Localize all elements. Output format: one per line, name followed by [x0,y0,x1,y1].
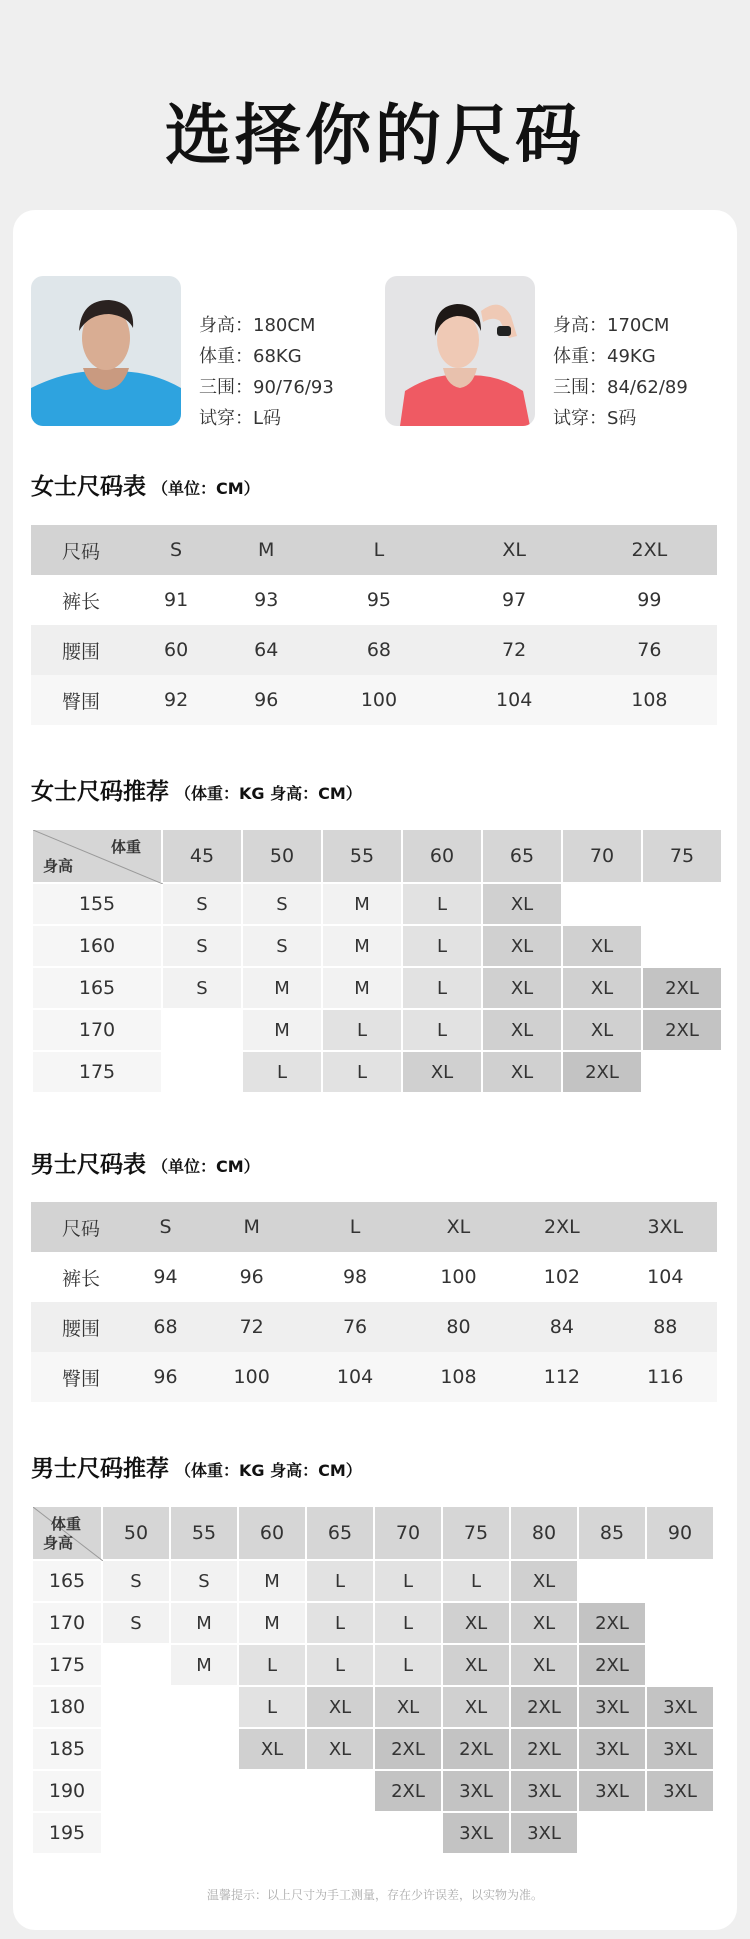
height-label: 170 [32,1602,102,1644]
size-cell: S [242,883,322,925]
size-cell [170,1770,238,1812]
size-cell: 104 [614,1252,717,1302]
size-cell [170,1812,238,1854]
size-cell: M [322,925,402,967]
table-row [31,575,717,625]
size-cell: 64 [221,625,311,675]
size-cell: 2XL [510,1202,613,1252]
size-cell: M [170,1644,238,1686]
size-cell: 97 [447,575,582,625]
female-measure: 三围：84/62/89 [553,377,688,398]
corner-cell [32,829,162,883]
female-model-info [385,276,735,429]
female-model-photo [385,276,535,426]
weight-header: 70 [374,1506,442,1560]
size-cell: L [374,1644,442,1686]
men-chart-title [31,1146,260,1179]
size-cell [162,1051,242,1093]
table-row [31,1352,717,1402]
size-cell: 3XL [510,1812,578,1854]
size-cell: L [322,1009,402,1051]
size-cell: 68 [311,625,446,675]
size-cell: XL [562,967,642,1009]
size-cell: 98 [303,1252,406,1302]
size-cell: 2XL [562,1051,642,1093]
corner-cell [32,1506,102,1560]
male-weight: 体重：68KG [199,346,302,367]
male-model-stats [199,310,399,434]
height-label: 190 [32,1770,102,1812]
size-cell: 3XL [646,1686,714,1728]
size-cell: 72 [447,625,582,675]
size-cell: S [162,967,242,1009]
male-model-info [31,276,391,429]
women-chart-title-text: 女士尺码表 [31,474,146,500]
size-cell: 3XL [614,1202,717,1252]
size-cell: 3XL [442,1770,510,1812]
size-cell: 100 [407,1252,510,1302]
height-label: 170 [32,1009,162,1051]
size-cell [170,1686,238,1728]
size-cell [170,1728,238,1770]
size-cell: 100 [200,1352,303,1402]
size-cell: L [238,1686,306,1728]
women-rec-title [31,773,362,806]
table-row [32,1560,714,1602]
weight-header-row [32,829,722,883]
weight-header: 55 [322,829,402,883]
size-cell: XL [482,925,562,967]
table-row [32,1009,722,1051]
size-cell: 72 [200,1302,303,1352]
size-cell: 95 [311,575,446,625]
page-title: 选择你的尺码 [165,97,585,174]
size-cell: 116 [614,1352,717,1402]
size-cell: XL [442,1686,510,1728]
size-cell: 68 [131,1302,200,1352]
male-model-photo [31,276,181,426]
size-cell: 2XL [578,1602,646,1644]
size-cell: 3XL [646,1728,714,1770]
size-cell: S [242,925,322,967]
table-row [32,1051,722,1093]
size-cell [646,1644,714,1686]
size-cell: 108 [407,1352,510,1402]
weight-header: 70 [562,829,642,883]
row-label: 臀围 [31,1352,131,1402]
size-cell: XL [482,1009,562,1051]
women-chart-title [31,468,260,501]
size-cell: M [322,883,402,925]
size-cell: L [442,1560,510,1602]
weight-header: 45 [162,829,242,883]
corner-weight-label: 体重 [110,838,141,856]
size-cell: L [322,1051,402,1093]
corner-height-label: 身高 [43,857,74,875]
size-cell: S [162,883,242,925]
table-row [32,1686,714,1728]
size-cell: M [322,967,402,1009]
size-cell: XL [562,1009,642,1051]
male-trial-size: 试穿：L码 [199,408,282,429]
header-row [31,525,717,575]
height-label: 180 [32,1686,102,1728]
size-cell: 99 [582,575,717,625]
size-cell: 80 [407,1302,510,1352]
female-model-stats [553,310,750,434]
women-size-table [31,525,717,725]
weight-header: 60 [402,829,482,883]
size-cell: XL [442,1644,510,1686]
weight-header: 60 [238,1506,306,1560]
size-cell: M [242,967,322,1009]
row-label: 腰围 [31,1302,131,1352]
weight-header: 65 [482,829,562,883]
corner-height-label: 身高 [43,1534,74,1552]
size-cell [642,883,722,925]
size-cell: M [221,525,311,575]
size-cell: S [131,1202,200,1252]
size-cell: 92 [131,675,221,725]
size-guide-card [13,210,737,1930]
male-measure: 三围：90/76/93 [199,377,334,398]
size-cell [562,883,642,925]
size-cell: S [170,1560,238,1602]
size-cell: 2XL [374,1770,442,1812]
size-cell [306,1770,374,1812]
size-cell [102,1770,170,1812]
size-cell: L [374,1560,442,1602]
size-cell: S [102,1560,170,1602]
table-row [32,1812,714,1854]
men-chart-unit: （单位：CM） [152,1157,260,1176]
size-cell: 2XL [510,1728,578,1770]
height-label: 165 [32,967,162,1009]
size-cell: 60 [131,625,221,675]
weight-header: 50 [102,1506,170,1560]
size-cell: L [303,1202,406,1252]
size-cell: L [402,967,482,1009]
size-cell [102,1644,170,1686]
size-cell: 2XL [642,1009,722,1051]
size-cell: M [238,1602,306,1644]
size-cell: XL [238,1728,306,1770]
table-row [32,1770,714,1812]
size-cell: M [170,1602,238,1644]
table-row [31,1302,717,1352]
size-cell: 104 [303,1352,406,1402]
size-cell: L [242,1051,322,1093]
size-cell [238,1770,306,1812]
size-cell: XL [510,1644,578,1686]
weight-header: 75 [642,829,722,883]
women-rec-table [31,828,723,1094]
size-cell: 2XL [642,967,722,1009]
size-cell: S [162,925,242,967]
weight-header: 75 [442,1506,510,1560]
size-cell: L [402,925,482,967]
size-cell: 104 [447,675,582,725]
table-row [32,1644,714,1686]
size-cell: 102 [510,1252,613,1302]
size-cell: 108 [582,675,717,725]
size-cell: XL [482,883,562,925]
size-cell: 2XL [442,1728,510,1770]
size-cell: XL [510,1602,578,1644]
weight-header: 55 [170,1506,238,1560]
size-cell: 3XL [578,1686,646,1728]
table-row [32,1728,714,1770]
size-cell: 93 [221,575,311,625]
men-rec-unit: （体重：KG 身高：CM） [175,1461,362,1480]
size-cell: 76 [582,625,717,675]
size-cell: 112 [510,1352,613,1402]
size-cell: 3XL [646,1770,714,1812]
row-label: 裤长 [31,1252,131,1302]
size-cell: L [311,525,446,575]
size-cell: 94 [131,1252,200,1302]
size-cell: 2XL [374,1728,442,1770]
size-cell: 2XL [582,525,717,575]
size-cell [646,1560,714,1602]
size-cell [162,1009,242,1051]
header-row [31,1202,717,1252]
men-rec-title [31,1450,362,1483]
row-label: 尺码 [31,525,131,575]
size-cell: 96 [200,1252,303,1302]
row-label: 尺码 [31,1202,131,1252]
size-cell: L [374,1602,442,1644]
size-cell: 76 [303,1302,406,1352]
row-label: 裤长 [31,575,131,625]
height-label: 195 [32,1812,102,1854]
size-cell: XL [306,1728,374,1770]
size-cell [306,1812,374,1854]
height-label: 175 [32,1051,162,1093]
size-cell: L [306,1560,374,1602]
weight-header: 50 [242,829,322,883]
table-row [32,967,722,1009]
size-cell [102,1728,170,1770]
size-cell: 3XL [442,1812,510,1854]
size-cell: 2XL [510,1686,578,1728]
size-cell: 3XL [578,1770,646,1812]
size-cell: S [131,525,221,575]
row-label: 腰围 [31,625,131,675]
weight-header: 65 [306,1506,374,1560]
footer-note: 温馨提示：以上尺寸为手工测量，存在少许误差，以实物为准。 [206,1888,543,1902]
size-cell: L [402,1009,482,1051]
size-cell: 2XL [578,1644,646,1686]
size-cell: XL [482,967,562,1009]
women-rec-unit: （体重：KG 身高：CM） [175,784,362,803]
female-height: 身高：170CM [553,315,670,336]
size-cell: 88 [614,1302,717,1352]
weight-header: 85 [578,1506,646,1560]
female-trial-size: 试穿：S码 [553,408,637,429]
size-cell: L [402,883,482,925]
table-row [32,883,722,925]
women-chart-unit: （单位：CM） [152,479,260,498]
height-label: 155 [32,883,162,925]
men-chart-title-text: 男士尺码表 [31,1152,146,1178]
size-cell: XL [482,1051,562,1093]
women-rec-title-text: 女士尺码推荐 [31,779,169,805]
size-cell [374,1812,442,1854]
size-cell: M [242,1009,322,1051]
size-cell: 91 [131,575,221,625]
size-cell: XL [407,1202,510,1252]
size-cell [642,1051,722,1093]
size-cell [642,925,722,967]
size-cell [578,1812,646,1854]
size-cell: 100 [311,675,446,725]
size-cell [102,1686,170,1728]
weight-header: 80 [510,1506,578,1560]
men-rec-table [31,1505,715,1855]
row-label: 臀围 [31,675,131,725]
size-cell: 3XL [578,1728,646,1770]
size-cell [238,1812,306,1854]
size-cell: XL [510,1560,578,1602]
size-cell: XL [306,1686,374,1728]
height-label: 165 [32,1560,102,1602]
size-cell: L [306,1602,374,1644]
men-size-table [31,1202,717,1402]
size-cell: 96 [131,1352,200,1402]
size-cell: 84 [510,1302,613,1352]
size-cell: 3XL [510,1770,578,1812]
table-row [32,925,722,967]
table-row [32,1602,714,1644]
table-row [31,625,717,675]
size-cell: M [238,1560,306,1602]
table-row [31,675,717,725]
table-row [31,1252,717,1302]
female-weight: 体重：49KG [553,346,656,367]
weight-header: 90 [646,1506,714,1560]
size-cell [646,1812,714,1854]
male-height: 身高：180CM [199,315,316,336]
height-label: 175 [32,1644,102,1686]
size-cell [578,1560,646,1602]
corner-weight-label: 体重 [50,1515,81,1533]
weight-header-row [32,1506,714,1560]
size-cell: XL [447,525,582,575]
size-cell: XL [442,1602,510,1644]
size-cell: M [200,1202,303,1252]
height-label: 160 [32,925,162,967]
size-cell: 96 [221,675,311,725]
size-cell: L [306,1644,374,1686]
size-cell: XL [402,1051,482,1093]
size-cell: XL [374,1686,442,1728]
men-rec-title-text: 男士尺码推荐 [31,1456,169,1482]
size-cell [102,1812,170,1854]
size-cell: XL [562,925,642,967]
size-cell [646,1602,714,1644]
height-label: 185 [32,1728,102,1770]
size-cell: L [238,1644,306,1686]
size-cell: S [102,1602,170,1644]
